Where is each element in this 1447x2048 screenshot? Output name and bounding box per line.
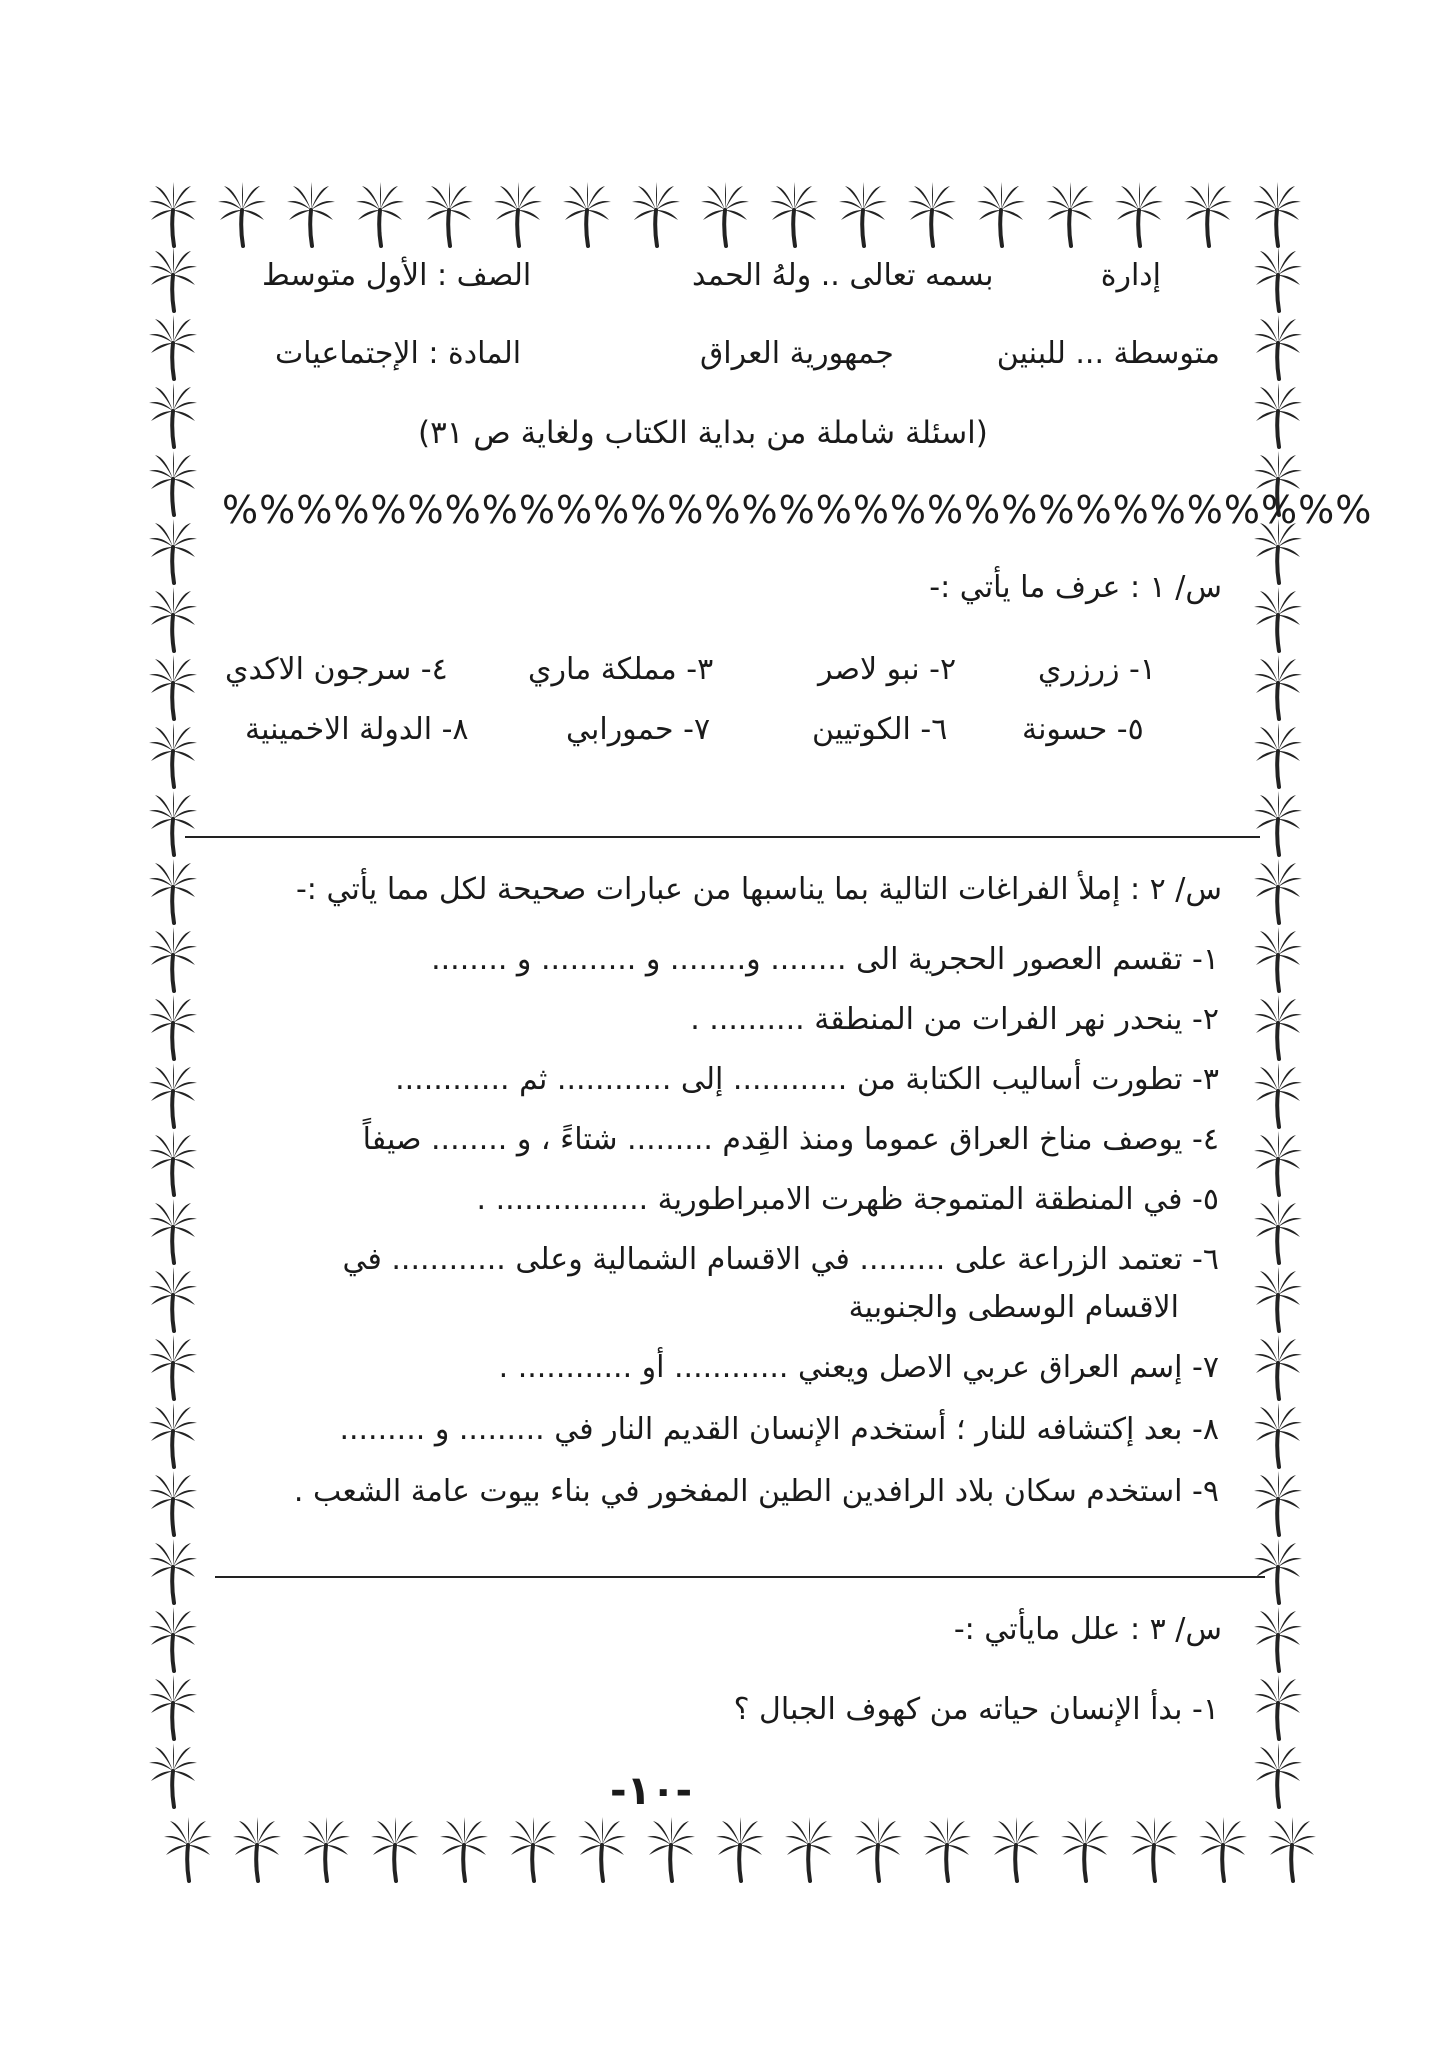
palm-tree-icon — [145, 585, 201, 653]
palm-tree-icon — [919, 1815, 975, 1883]
q3-title: س/ ٣ : علل مايأتي :- — [953, 1612, 1222, 1647]
palm-tree-icon — [145, 925, 201, 993]
palm-tree-icon — [1249, 180, 1305, 248]
palm-tree-icon — [1250, 857, 1306, 925]
palm-tree-icon — [160, 1815, 216, 1883]
q2-item: ٣- تطورت أساليب الكتابة من ............ إلى ............ ثم ............ — [395, 1062, 1219, 1097]
q1-term: ١- زرزري — [1038, 652, 1156, 687]
q1-term: ٣- مملكة ماري — [528, 652, 714, 687]
palm-tree-icon — [229, 1815, 285, 1883]
palm-tree-icon — [367, 1815, 423, 1883]
palm-tree-icon — [628, 180, 684, 248]
palm-tree-icon — [283, 180, 339, 248]
q2-item: الاقسام الوسطى والجنوبية — [848, 1290, 1179, 1325]
palm-tree-icon — [643, 1815, 699, 1883]
q2-item: ١- تقسم العصور الحجرية الى ........ و........ و .......... و ........ — [431, 942, 1219, 977]
palm-tree-icon — [145, 1333, 201, 1401]
palm-tree-icon — [145, 1741, 201, 1809]
header-country: جمهورية العراق — [700, 336, 894, 371]
q2-item: ٨- بعد إكتشافه للنار ؛ أستخدم الإنسان القديم النار في ......... و ......... — [339, 1412, 1219, 1447]
palm-tree-icon — [145, 381, 201, 449]
palm-tree-icon — [973, 180, 1029, 248]
palm-tree-icon — [145, 1197, 201, 1265]
palm-tree-icon — [421, 180, 477, 248]
palm-tree-icon — [145, 1537, 201, 1605]
palm-tree-icon — [1250, 1265, 1306, 1333]
palm-tree-icon — [145, 1401, 201, 1469]
palm-tree-icon — [988, 1815, 1044, 1883]
header-admin: إدارة — [1100, 258, 1161, 293]
header-grade: الصف : الأول متوسط — [262, 258, 532, 293]
palm-tree-icon — [145, 653, 201, 721]
palm-tree-icon — [145, 180, 201, 248]
palm-tree-icon — [145, 1469, 201, 1537]
q2-title: س/ ٢ : إملأ الفراغات التالية بما يناسبها من عبارات صحيحة لكل مما يأتي :- — [295, 872, 1222, 907]
palm-tree-icon — [1250, 1469, 1306, 1537]
palm-tree-icon — [1250, 585, 1306, 653]
palm-tree-icon — [145, 1129, 201, 1197]
page-number: -١٠- — [610, 1768, 693, 1814]
palm-tree-icon — [145, 857, 201, 925]
q1-term: ٤- سرجون الاكدي — [225, 652, 448, 687]
palm-tree-icon — [145, 1673, 201, 1741]
palm-tree-icon — [298, 1815, 354, 1883]
palm-tree-icon — [1042, 180, 1098, 248]
header-subject: المادة : الإجتماعيات — [275, 336, 522, 371]
palm-tree-icon — [904, 180, 960, 248]
q3-item: ١- بدأ الإنسان حياته من كهوف الجبال ؟ — [733, 1692, 1219, 1727]
palm-tree-icon — [145, 721, 201, 789]
palm-tree-icon — [145, 1605, 201, 1673]
palm-tree-icon — [145, 517, 201, 585]
header-scope: (اسئلة شاملة من بداية الكتاب ولغاية ص ٣١) — [418, 415, 988, 451]
q1-term: ٨- الدولة الاخمينية — [245, 712, 469, 747]
q1-term: ٥- حسونة — [1022, 712, 1144, 747]
palm-tree-icon — [1250, 245, 1306, 313]
palm-tree-icon — [1250, 1605, 1306, 1673]
palm-tree-icon — [145, 313, 201, 381]
palm-tree-icon — [1250, 313, 1306, 381]
palm-tree-icon — [505, 1815, 561, 1883]
palm-tree-icon — [436, 1815, 492, 1883]
palm-tree-icon — [490, 180, 546, 248]
q1-term: ٧- حمورابي — [566, 712, 711, 747]
palm-tree-icon — [1250, 1333, 1306, 1401]
section-divider — [215, 1576, 1265, 1578]
palm-tree-icon — [1250, 721, 1306, 789]
percent-separator: %%%%%%%%%%%%%%%%%%%%%%%%%%%%%%% — [222, 488, 1373, 532]
palm-tree-icon — [574, 1815, 630, 1883]
palm-tree-icon — [145, 993, 201, 1061]
palm-tree-icon — [850, 1815, 906, 1883]
q1-term: ٦- الكوتيين — [812, 712, 948, 747]
header-basmala: بسمه تعالى .. ولهُ الحمد — [692, 258, 994, 293]
q2-item: ٧- إسم العراق عربي الاصل ويعني ............ أو ............ . — [498, 1350, 1219, 1385]
palm-tree-icon — [1180, 180, 1236, 248]
q2-item: ٢- ينحدر نهر الفرات من المنطقة .......... . — [690, 1002, 1219, 1037]
q2-item: ٩- استخدم سكان بلاد الرافدين الطين المفخور في بناء بيوت عامة الشعب . — [293, 1474, 1219, 1509]
palm-tree-icon — [835, 180, 891, 248]
q1-term: ٢- نبو لاصر — [818, 652, 957, 687]
palm-tree-icon — [1250, 381, 1306, 449]
palm-tree-icon — [781, 1815, 837, 1883]
q2-item: ٤- يوصف مناخ العراق عموما ومنذ القِدم ......... شتاءً ، و ........ صيفاً — [362, 1122, 1219, 1157]
palm-tree-icon — [1250, 1197, 1306, 1265]
palm-tree-icon — [766, 180, 822, 248]
palm-tree-icon — [1250, 1061, 1306, 1129]
q1-title: س/ ١ : عرف ما يأتي :- — [929, 570, 1222, 605]
palm-tree-icon — [559, 180, 615, 248]
palm-tree-icon — [352, 180, 408, 248]
palm-tree-icon — [1111, 180, 1167, 248]
section-divider — [185, 836, 1260, 838]
palm-tree-icon — [1264, 1815, 1320, 1883]
palm-tree-icon — [145, 449, 201, 517]
palm-tree-icon — [145, 1265, 201, 1333]
header-school: متوسطة ... للبنين — [996, 336, 1220, 371]
palm-tree-icon — [1250, 653, 1306, 721]
q2-item: ٦- تعتمد الزراعة على ......... في الاقسام الشمالية وعلى ............ في — [342, 1242, 1219, 1277]
palm-tree-icon — [697, 180, 753, 248]
palm-tree-icon — [1195, 1815, 1251, 1883]
palm-tree-icon — [1250, 1741, 1306, 1809]
palm-tree-icon — [145, 789, 201, 857]
palm-tree-icon — [1250, 1537, 1306, 1605]
palm-tree-icon — [145, 1061, 201, 1129]
palm-tree-icon — [1250, 789, 1306, 857]
palm-tree-icon — [214, 180, 270, 248]
palm-tree-icon — [1250, 993, 1306, 1061]
q2-item: ٥- في المنطقة المتموجة ظهرت الامبراطورية ................ . — [476, 1182, 1219, 1217]
palm-tree-icon — [1126, 1815, 1182, 1883]
palm-tree-icon — [1250, 1673, 1306, 1741]
palm-tree-icon — [1057, 1815, 1113, 1883]
palm-tree-icon — [1250, 1401, 1306, 1469]
palm-tree-icon — [1250, 1129, 1306, 1197]
palm-tree-icon — [712, 1815, 768, 1883]
palm-tree-icon — [1250, 925, 1306, 993]
palm-tree-icon — [145, 245, 201, 313]
